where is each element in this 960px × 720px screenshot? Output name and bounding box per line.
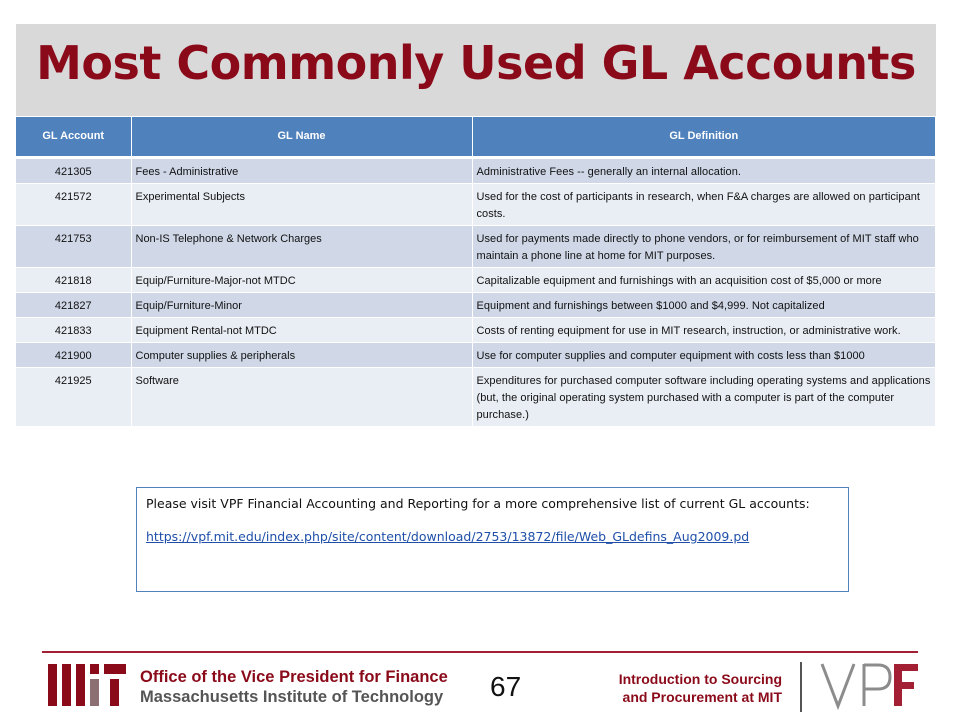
page-number: 67 [490,671,522,702]
gl-name-cell: Computer supplies & peripherals [131,342,472,367]
gl-account-cell: 421753 [16,225,131,267]
gl-account-cell: 421925 [16,367,131,426]
gl-account-cell: 421305 [16,157,131,183]
table-row [16,183,936,225]
footer-divider-line [42,651,918,653]
table-row [16,292,936,317]
table-row [16,225,936,267]
mit-logo-icon [48,664,126,706]
gl-definition-cell: Costs of renting equipment for use in MIT research, instruction, or administrative work. [472,317,936,342]
gl-name-cell: Equip/Furniture-Major-not MTDC [131,267,472,292]
office-name [140,667,448,707]
table-row [16,367,936,426]
office-line-2: Massachusetts Institute of Technology [140,688,444,706]
gl-accounts-table [16,117,936,427]
gl-name-cell: Experimental Subjects [131,183,472,225]
gl-account-cell: 421833 [16,317,131,342]
gl-definition-cell: Use for computer supplies and computer equipment with costs less than $1000 [472,342,936,367]
gl-account-cell: 421818 [16,267,131,292]
intro-line-2: and Procurement at MIT [622,689,782,705]
vpf-logo-icon [820,660,920,710]
note-text: Please visit VPF Financial Accounting and Reporting for a more comprehensive list of current GL accounts: [146,496,810,511]
header-gl-definition: GL Definition [472,117,936,157]
header-gl-account: GL Account [16,117,131,157]
gl-name-cell: Software [131,367,472,426]
table-header-row [16,117,936,157]
gl-definition-cell: Used for the cost of participants in research, when F&A charges are allowed on participant costs. [472,183,936,225]
table-row [16,317,936,342]
table-row [16,342,936,367]
note-box [136,487,849,592]
gl-definition-cell: Expenditures for purchased computer software including operating systems and applications (but, the original operating system purchased with a computer is part of the computer purchase.) [472,367,936,426]
presentation-subtitle [590,670,782,706]
gl-definition-cell: Capitalizable equipment and furnishings with an acquisition cost of $5,000 or more [472,267,936,292]
header-gl-name: GL Name [131,117,472,157]
table-row [16,267,936,292]
table-row [16,157,936,183]
gl-name-cell: Fees - Administrative [131,157,472,183]
gl-account-cell: 421572 [16,183,131,225]
office-line-1: Office of the Vice President for Finance [140,668,448,686]
gl-definition-cell: Administrative Fees -- generally an internal allocation. [472,157,936,183]
gl-account-cell: 421827 [16,292,131,317]
intro-line-1: Introduction to Sourcing [618,671,782,687]
gl-account-cell: 421900 [16,342,131,367]
gl-definitions-link[interactable]: https://vpf.mit.edu/index.php/site/content/download/2753/13872/file/Web_GLdefins_Aug2009.pd [146,529,750,544]
gl-name-cell: Equip/Furniture-Minor [131,292,472,317]
gl-name-cell: Non-IS Telephone & Network Charges [131,225,472,267]
gl-definition-cell: Equipment and furnishings between $1000 and $4,999. Not capitalized [472,292,936,317]
gl-definition-cell: Used for payments made directly to phone vendors, or for reimbursement of MIT staff who maintain a phone line at home for MIT purposes. [472,225,936,267]
footer-vertical-divider [800,662,802,712]
gl-name-cell: Equipment Rental-not MTDC [131,317,472,342]
page-title: Most Commonly Used GL Accounts [36,36,916,90]
